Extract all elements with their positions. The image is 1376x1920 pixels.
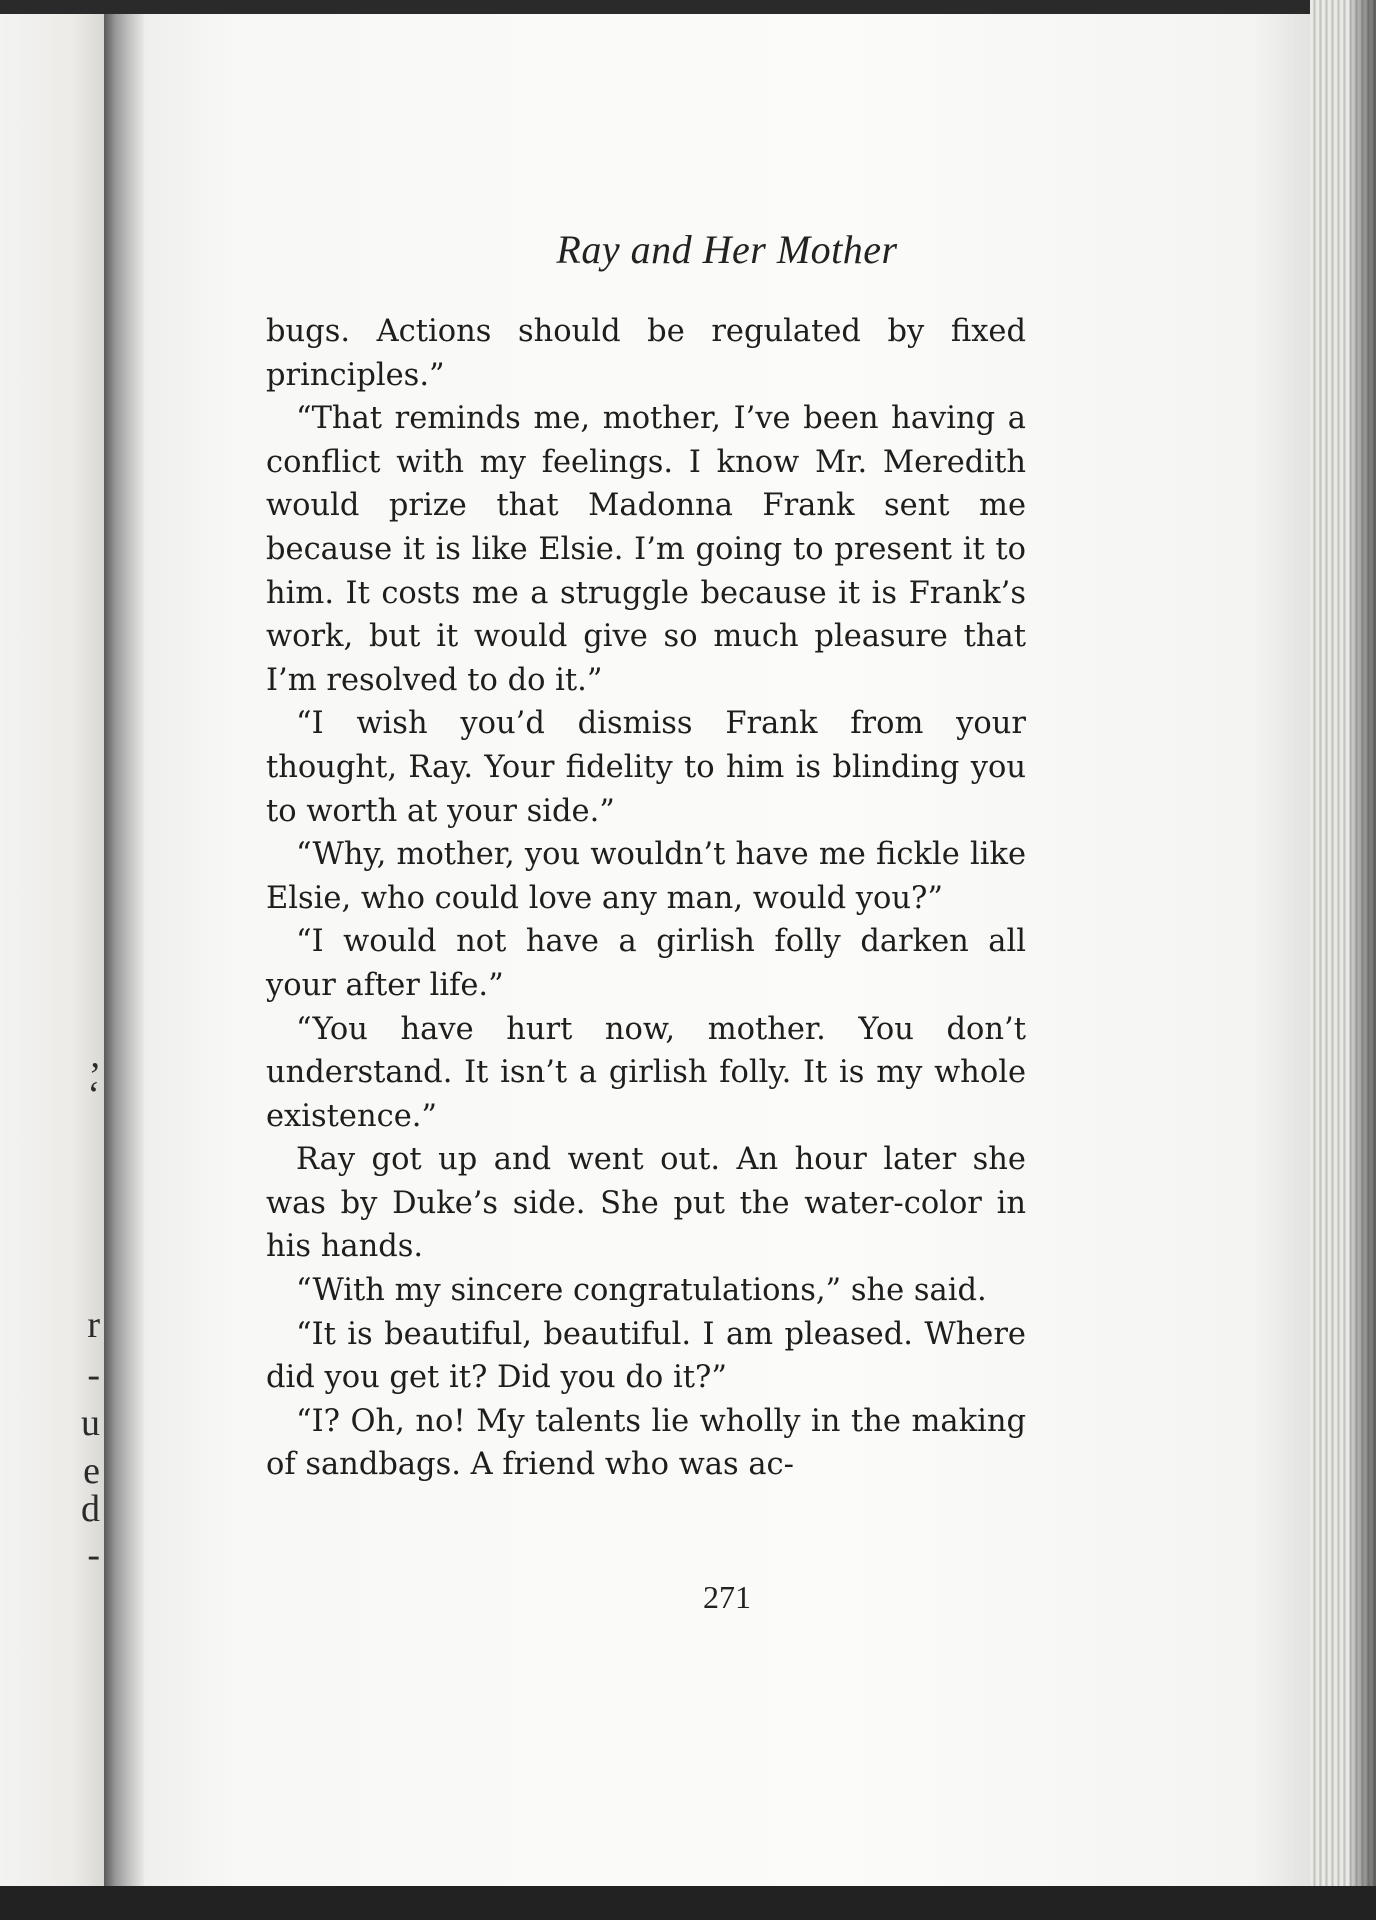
paragraph: “It is beautiful, beautiful. I am pleased. Where did you get it? Did you do it?” — [266, 1316, 1026, 1396]
facing-page-fragment: - — [87, 1534, 100, 1576]
facing-page-fragment: d — [81, 1488, 100, 1530]
paragraph: “I would not have a girlish folly darken all your after life.” — [266, 924, 1026, 1003]
book-page — [144, 14, 1310, 1886]
facing-page-fragment: u — [81, 1402, 100, 1444]
facing-page-fragment: e — [83, 1450, 100, 1492]
facing-page-fragment: - — [87, 1354, 100, 1396]
facing-page-fragment: , — [90, 1034, 100, 1076]
page-stack-shadow — [1350, 0, 1376, 1920]
book-gutter — [104, 14, 144, 1886]
paragraph: Ray got up and went out. An hour later she was by Duke’s side. She put the water-color in his hands. — [266, 1142, 1026, 1265]
paragraph: “I? Oh, no! My talents lie wholly in the making of sandbags. A friend who was ac- — [266, 1403, 1026, 1483]
facing-page-fragment: r — [87, 1304, 100, 1346]
paragraph: bugs. Actions should be regulated by fixed principles.” — [266, 314, 1026, 393]
facing-page-edge — [0, 14, 104, 1886]
paragraph: “I wish you’d dismiss Frank from your thought, Ray. Your fidelity to him is blinding you to worth at your side.” — [266, 706, 1026, 829]
facing-page-fragment: ‘ — [87, 1074, 100, 1116]
scan-bottom-border — [0, 1886, 1376, 1920]
page-number: 271 — [703, 1579, 751, 1615]
body-text — [266, 310, 1026, 1487]
paragraph: “You have hurt now, mother. You don’t understand. It isn’t a girlish folly. It is my whole existence.” — [266, 1011, 1026, 1134]
paragraph: “With my sincere congratulations,” she said. — [296, 1273, 987, 1309]
paragraph: “Why, mother, you wouldn’t have me fickle like Elsie, who could love any man, would you?” — [266, 837, 1026, 916]
paragraph: “That reminds me, mother, I’ve been having a conflict with my feelings. I know Mr. Meredith would prize that Madonna Frank sent me because it is like Elsie. I’m going to present it to him. It costs me a struggle because it is Frank’s work, but it would give so much pleasure that I’m resolved to do it.” — [266, 401, 1026, 698]
running-head: Ray and Her Mother — [556, 227, 898, 272]
